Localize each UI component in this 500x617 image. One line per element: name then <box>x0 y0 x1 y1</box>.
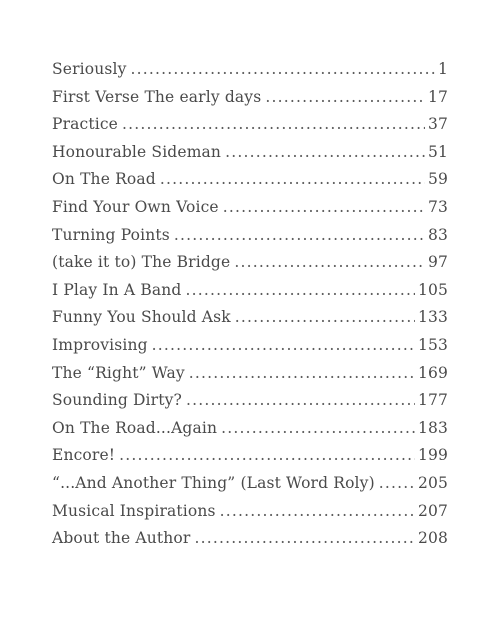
toc-entry-title: About the Author <box>52 529 191 548</box>
toc-entry-page-number: 169 <box>417 363 448 382</box>
dot-leader <box>265 88 425 106</box>
toc-entry-title: Sounding Dirty? <box>52 391 182 410</box>
dot-leader <box>119 446 415 464</box>
toc-entry-title: The “Right” Way <box>52 363 185 382</box>
toc-entry <box>52 474 448 502</box>
toc-entry-page-number: 207 <box>417 501 448 520</box>
toc-entry <box>52 529 448 557</box>
toc-entry-title: Seriously <box>52 60 127 78</box>
dot-leader <box>220 502 415 520</box>
toc-entry <box>52 308 448 336</box>
toc-entry-title: Funny You Should Ask <box>52 308 231 327</box>
toc-entry <box>52 419 448 447</box>
toc-entry-page-number: 177 <box>417 391 448 410</box>
toc-entry-page-number: 153 <box>417 335 448 354</box>
dot-leader <box>152 336 415 354</box>
dot-leader <box>194 529 415 547</box>
toc-entry <box>52 502 448 530</box>
toc-entry-page-number: 205 <box>417 473 448 492</box>
toc-entry-page-number: 105 <box>417 280 448 299</box>
toc-entry-page-number: 17 <box>427 87 448 106</box>
toc-entry <box>52 446 448 474</box>
toc-entry <box>52 170 448 198</box>
toc-entry-page-number: 73 <box>427 197 448 216</box>
toc-entry-title: Encore! <box>52 446 116 465</box>
dot-leader <box>174 226 425 244</box>
dot-leader <box>223 198 425 216</box>
toc-entry-page-number: 199 <box>417 446 448 465</box>
dot-leader <box>131 60 435 78</box>
toc-entry-page-number: 97 <box>427 253 448 272</box>
dot-leader <box>186 391 415 409</box>
toc-entry <box>52 143 448 171</box>
dot-leader <box>235 308 415 326</box>
dot-leader <box>379 474 415 492</box>
toc-entry-title: “...And Another Thing” (Last Word Roly) <box>52 473 375 492</box>
toc-entry <box>52 226 448 254</box>
toc-entry-title: I Play In A Band <box>52 280 182 299</box>
toc-entry <box>52 60 448 88</box>
toc-entry-title: Practice <box>52 115 119 134</box>
toc-entry-title: First Verse The early days <box>52 87 262 106</box>
dot-leader <box>185 281 415 299</box>
toc-entry-page-number: 208 <box>417 529 448 548</box>
dot-leader <box>189 364 415 382</box>
dot-leader <box>122 115 425 133</box>
toc-entry <box>52 391 448 419</box>
dot-leader <box>234 253 425 271</box>
dot-leader <box>225 143 425 161</box>
toc-entry <box>52 281 448 309</box>
dot-leader <box>160 170 425 188</box>
toc-entry-title: Turning Points <box>52 225 170 244</box>
toc-entry <box>52 336 448 364</box>
toc-entry-title: (take it to) The Bridge <box>52 253 231 272</box>
toc-entry-page-number: 59 <box>427 170 448 189</box>
table-of-contents <box>52 60 448 557</box>
toc-entry-page-number: 133 <box>417 308 448 327</box>
toc-entry <box>52 88 448 116</box>
toc-entry <box>52 253 448 281</box>
toc-entry-title: On The Road <box>52 170 156 189</box>
toc-entry-page-number: 1 <box>437 60 448 78</box>
toc-entry-page-number: 83 <box>427 225 448 244</box>
dot-leader <box>221 419 415 437</box>
toc-entry-title: Find Your Own Voice <box>52 197 219 216</box>
toc-entry-title: Improvising <box>52 335 148 354</box>
toc-entry-page-number: 51 <box>427 142 448 161</box>
toc-entry-title: Musical Inspirations <box>52 501 216 520</box>
toc-entry-title: Honourable Sideman <box>52 142 222 161</box>
toc-entry <box>52 198 448 226</box>
toc-entry-title: On The Road...Again <box>52 418 218 437</box>
toc-entry <box>52 364 448 392</box>
toc-entry <box>52 115 448 143</box>
toc-entry-page-number: 183 <box>417 418 448 437</box>
toc-entry-page-number: 37 <box>427 115 448 134</box>
